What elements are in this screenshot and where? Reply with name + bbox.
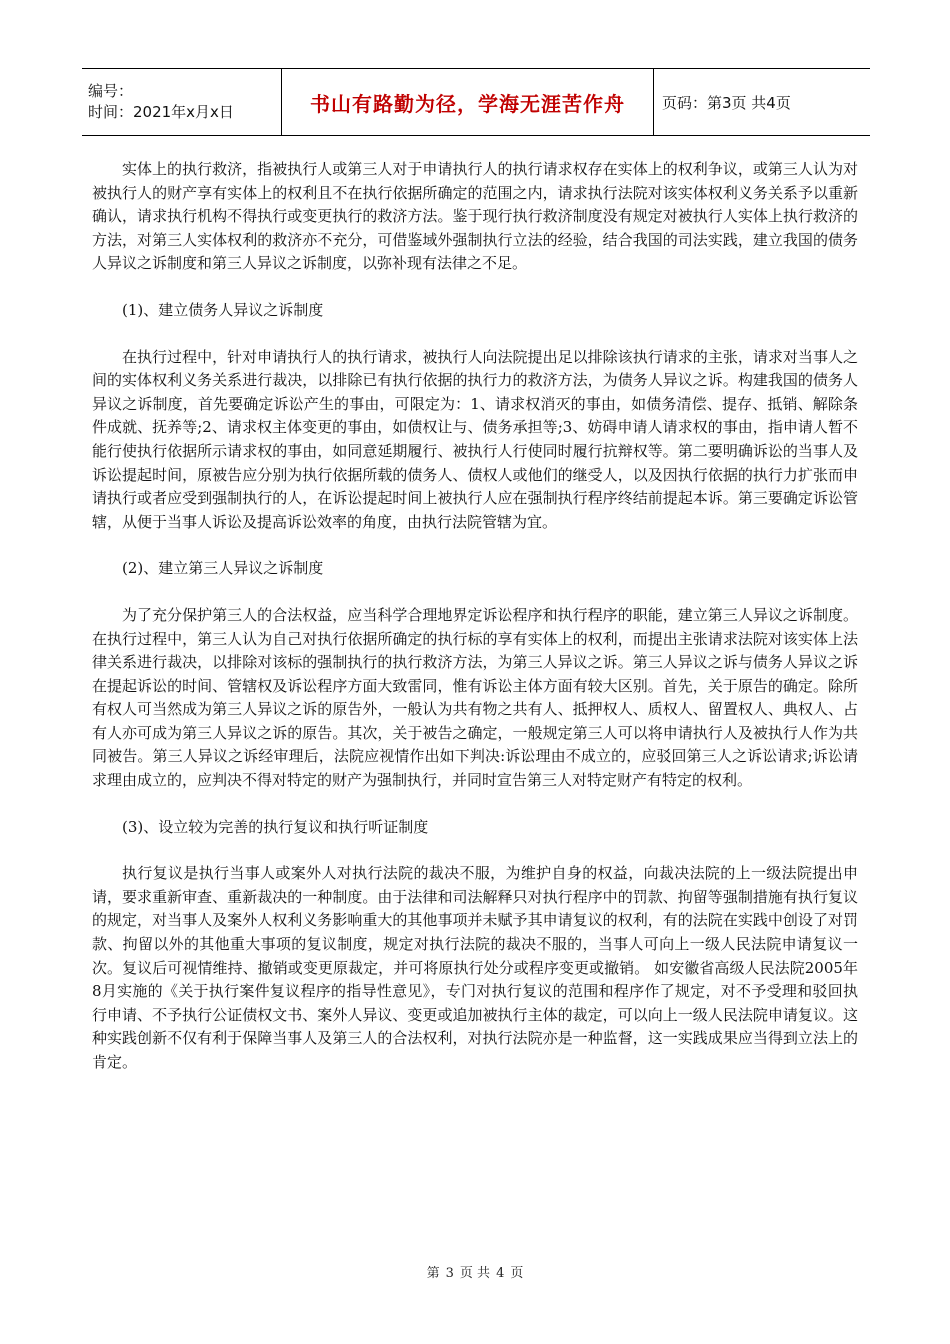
paragraph-third-party-objection: 为了充分保护第三人的合法权益，应当科学合理地界定诉讼程序和执行程序的职能，建立第三人异议之诉制度。 在执行过程中，第三人认为自己对执行依据所确定的执行标的享有实体上的权利，而提出主张请求法院对该实体上法律关系进行裁决，以排除对该标的强制执行的执行救济方法，为第三人异议之诉。第三人异议之诉与债务人异议之诉在提起诉讼的时间、管辖权及诉讼程序方面大致雷同，惟有诉讼主体方面有较大区别。首先，关于原告的确定。除所有权人可当然成为第三人异议之诉的原告外，一般认为共有物之共有人、抵押权人、质权人、留置权人、典权人、占有人亦可成为第三人异议之诉的原告。其次，关于被告之确定，一般规定第三人可以将申请执行人及被执行人作为共同被告。第三人异议之诉经审理后，法院应视情作出如下判决:诉讼理由不成立的，应驳回第三人之诉讼请求;诉讼请求理由成立的，应判决不得对特定的财产为强制执行，并同时宣告第三人对特定财产有特定的权利。 xyxy=(92,605,858,790)
document-header xyxy=(82,68,870,136)
header-page-info: 页码：第3页 共4页 xyxy=(662,93,791,112)
footer-total-pages: 4 xyxy=(496,1266,505,1281)
footer-prefix: 第 xyxy=(426,1266,440,1281)
document-body xyxy=(92,158,858,1098)
section-heading-1: (1)、建立债务人异议之诉制度 xyxy=(122,300,324,319)
page-footer xyxy=(0,1262,950,1281)
paragraph-execution-review: 执行复议是执行当事人或案外人对执行法院的裁决不服，为维护自身的权益，向裁决法院的上一级法院提出申请，要求重新审查、重新裁决的一种制度。由于法律和司法解释只对执行程序中的罚款、拘留等强制措施有执行复议的规定，对当事人及案外人权利义务影响重大的其他事项并未赋予其申请复议的权利，有的法院在实践中创设了对罚款、拘留以外的其他重大事项的复议制度，规定对执行法院的裁决不服的，当事人可向上一级人民法院申请复议一次。复议后可视情维持、撤销或变更原裁定，并可将原执行处分或程序变更或撤销。 如安徽省高级人民法院2005年8月实施的《关于执行案件复议程序的指导性意见》，专门对执行复议的范围和程序作了规定，对不予受理和驳回执行申请、不予执行公证债权文书、案外人异议、变更或追加被执行主体的裁定，可以向上一级人民法院申请复议。这种实践创新不仅有利于保障当事人及第三人的合法权利，对执行法院亦是一种监督，这一实践成果应当得到立法上的肯定。 xyxy=(92,864,858,1071)
header-meta xyxy=(82,69,282,135)
footer-suffix: 页 xyxy=(510,1266,524,1281)
section-heading-2: (2)、建立第三人异议之诉制度 xyxy=(122,559,324,578)
paragraph-intro: 实体上的执行救济，指被执行人或第三人对于申请执行人的执行请求权存在实体上的权利争议，或第三人认为对被执行人的财产享有实体上的权利且不在执行依据所确定的范围之内，请求执行法院对该实体权利义务关系予以重新确认，请求执行机构不得执行或变更执行的救济方法。鉴于现行执行救济制度没有规定对被执行人实体上执行救济的方法，对第三人实体权利的救济亦不充分，可借鉴域外强制执行立法的经验，结合我国的司法实践，建立我国的债务人异议之诉制度和第三人异议之诉制度，以弥补现有法律之不足。 xyxy=(92,160,858,273)
footer-middle: 页 共 xyxy=(459,1266,491,1281)
paragraph-debtor-objection: 在执行过程中，针对申请执行人的执行请求，被执行人向法院提出足以排除该执行请求的主张，请求对当事人之间的实体权利义务关系进行裁决，以排除已有执行依据的执行力的救济方法，为债务人异议之诉。构建我国的债务人异议之诉制度，首先要确定诉讼产生的事由，可限定为：1、请求权消灭的事由，如债务清偿、提存、抵销、解除条件成就、抚养等;2、请求权主体变更的事由，如债权让与、债务承担等;3、妨碍申请人请求权的事由，指申请人暂不能行使执行依据所示请求权的事由，如同意延期履行、被执行人行使同时履行抗辩权等。第二要明确诉讼的当事人及诉讼提起时间，原被告应分别为执行依据所载的债务人、债权人或他们的继受人，以及因执行依据的执行力扩张而申请执行或者应受到强制执行的人，在诉讼提起时间上被执行人应在强制执行程序终结前提起本诉。第三要确定诉讼管辖，从便于当事人诉讼及提高诉讼效率的角度，由执行法院管辖为宜。 xyxy=(92,347,858,531)
document-number-label: 编号： xyxy=(88,82,134,100)
header-motto: 书山有路勤为径，学海无涯苦作舟 xyxy=(282,69,654,135)
document-time-label: 时间：2021年x月x日 xyxy=(88,103,234,121)
footer-page-number: 3 xyxy=(445,1266,454,1281)
section-heading-3: (3)、设立较为完善的执行复议和执行听证制度 xyxy=(122,817,429,836)
